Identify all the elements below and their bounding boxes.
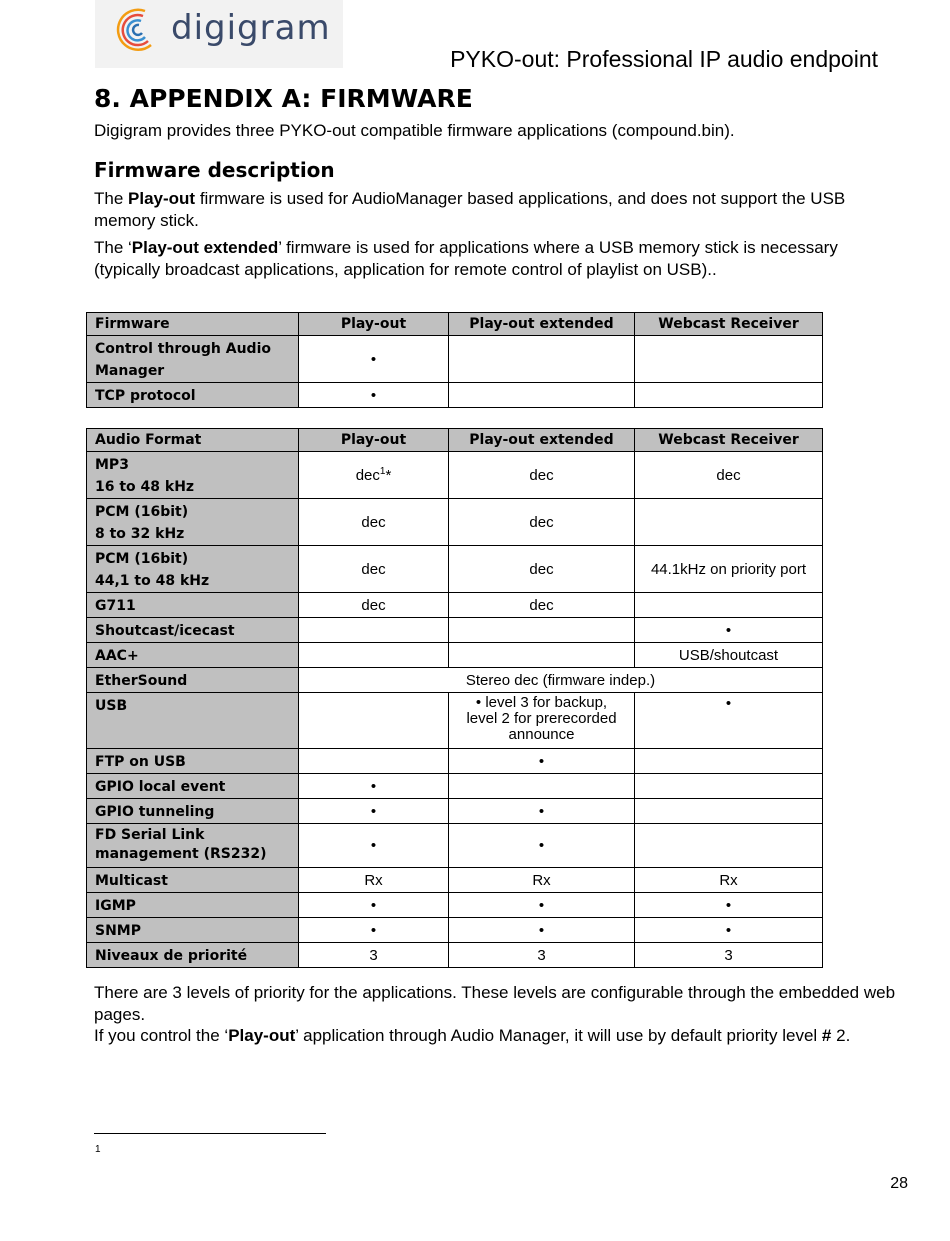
column-header: Play-out [299,313,449,336]
column-header: Play-out extended [449,313,635,336]
table-cell: • [635,893,823,918]
row-header: Shoutcast/icecast [87,618,299,643]
table-cell: • [299,918,449,943]
table-cell: • [299,383,449,408]
table-cell: 3 [299,943,449,968]
table-cell [299,618,449,643]
row-header: GPIO local event [87,774,299,799]
column-header: Firmware [87,313,299,336]
table-cell [635,749,823,774]
table-row [87,893,823,918]
table-cell: dec [449,452,635,499]
playout-bold: Play-out [128,189,196,208]
table-cell [299,643,449,668]
row-header: SNMP [87,918,299,943]
table-cell: Rx [449,868,635,893]
table-row [87,668,823,693]
table-cell: • [449,918,635,943]
table-row [87,868,823,893]
table-cell [449,383,635,408]
playout-bold: Play-out [228,1026,296,1045]
column-header: Webcast Receiver [635,429,823,452]
column-header: Audio Format [87,429,299,452]
table-row [87,824,823,868]
table-cell [449,774,635,799]
table-cell [635,774,823,799]
table-cell: • [449,799,635,824]
table-header-row [87,429,823,452]
table-cell: dec [299,546,449,593]
table-cell: dec$^1$* [299,452,449,499]
table-row [87,799,823,824]
table-cell: • [635,693,823,749]
firmware-description-heading: Firmware description [94,158,335,182]
table-row [87,693,823,749]
table-row [87,643,823,668]
firmware-table [86,312,823,408]
table-cell: • [299,336,449,383]
table-cell: dec [449,499,635,546]
table-cell: • [449,893,635,918]
row-header: GPIO tunneling [87,799,299,824]
table-cell: Rx [635,868,823,893]
table-cell: dec [635,452,823,499]
intro-paragraph: Digigram provides three PYKO-out compatible firmware applications (compound.bin). [94,121,735,140]
table-cell: USB/shoutcast [635,643,823,668]
digigram-logo [95,0,343,68]
table-row [87,774,823,799]
logo-text: digigram [171,8,331,48]
table-cell: Rx [299,868,449,893]
table-cell: 3 [449,943,635,968]
table-cell: • [449,749,635,774]
audio-manager-priority-paragraph: If you control the ‘Play-out’ application through Audio Manager, it will use by default priority level # 2. [94,1026,851,1045]
document-title: PYKO-out: Professional IP audio endpoint [450,46,878,72]
table-cell [299,693,449,749]
table-cell: dec [299,499,449,546]
footnote-separator [94,1133,326,1134]
table-cell: 3 [635,943,823,968]
row-header: Niveaux de priorité [87,943,299,968]
table-cell: • level 3 for backup, level 2 for prerecorded announce [449,693,635,749]
row-header: MP3 16 to 48 kHz [87,452,299,499]
column-header: Play-out extended [449,429,635,452]
priority-levels-paragraph: There are 3 levels of priority for the applications. These levels are configurable through the embedded web pages. [94,983,896,1024]
table-row [87,593,823,618]
table-cell: dec [449,546,635,593]
table-cell [635,383,823,408]
table-row [87,452,823,499]
row-header: PCM (16bit) 8 to 32 kHz [87,499,299,546]
table-cell: • [299,774,449,799]
table-cell [635,593,823,618]
table-cell [635,824,823,868]
audio-format-table [86,428,823,968]
hash-bold: # [821,1026,832,1045]
playout-paragraph: The Play-out firmware is used for AudioManager based applications, and does not support the USB memory stick. [94,189,846,230]
page-number: 28 [890,1175,908,1192]
table-row [87,749,823,774]
table-cell: • [299,799,449,824]
table-header-row [87,313,823,336]
row-header: PCM (16bit) 44,1 to 48 kHz [87,546,299,593]
table-row [87,499,823,546]
table-cell [449,336,635,383]
row-header: TCP protocol [87,383,299,408]
section-heading: 8. APPENDIX A: FIRMWARE [94,84,473,113]
table-cell: • [299,824,449,868]
row-header: FD Serial Link management (RS232) [87,824,299,868]
footnote-ref: 1 [379,466,386,477]
table-cell [449,618,635,643]
playout-extended-bold: Play-out extended [131,238,279,257]
column-header: Webcast Receiver [635,313,823,336]
digigram-logo-icon [115,5,159,57]
table-cell [299,749,449,774]
table-row [87,918,823,943]
table-row [87,383,823,408]
table-row [87,618,823,643]
table-cell [449,643,635,668]
row-header: IGMP [87,893,299,918]
table-cell-merged: Stereo dec (firmware indep.) [299,668,823,693]
table-cell: • [635,618,823,643]
row-header: G711 [87,593,299,618]
table-cell: 44.1kHz on priority port [635,546,823,593]
row-header: Multicast [87,868,299,893]
table-cell: • [449,824,635,868]
row-header: AAC+ [87,643,299,668]
table-row [87,336,823,383]
table-row [87,546,823,593]
footnote-number: 1 [95,1144,101,1155]
table-cell: dec [299,593,449,618]
column-header: Play-out [299,429,449,452]
table-cell: • [635,918,823,943]
table-cell: • [299,893,449,918]
row-header: EtherSound [87,668,299,693]
row-header: USB [87,693,299,749]
table-cell [635,799,823,824]
table-cell: dec [449,593,635,618]
table-row [87,943,823,968]
table-cell [635,499,823,546]
playout-extended-paragraph: The ‘Play-out extended’ firmware is used for applications where a USB memory stick is necessary (typically broadcast applications, application for remote control of playlist on USB).. [94,238,838,279]
table-cell [635,336,823,383]
row-header: FTP on USB [87,749,299,774]
row-header: Control through Audio Manager [87,336,299,383]
